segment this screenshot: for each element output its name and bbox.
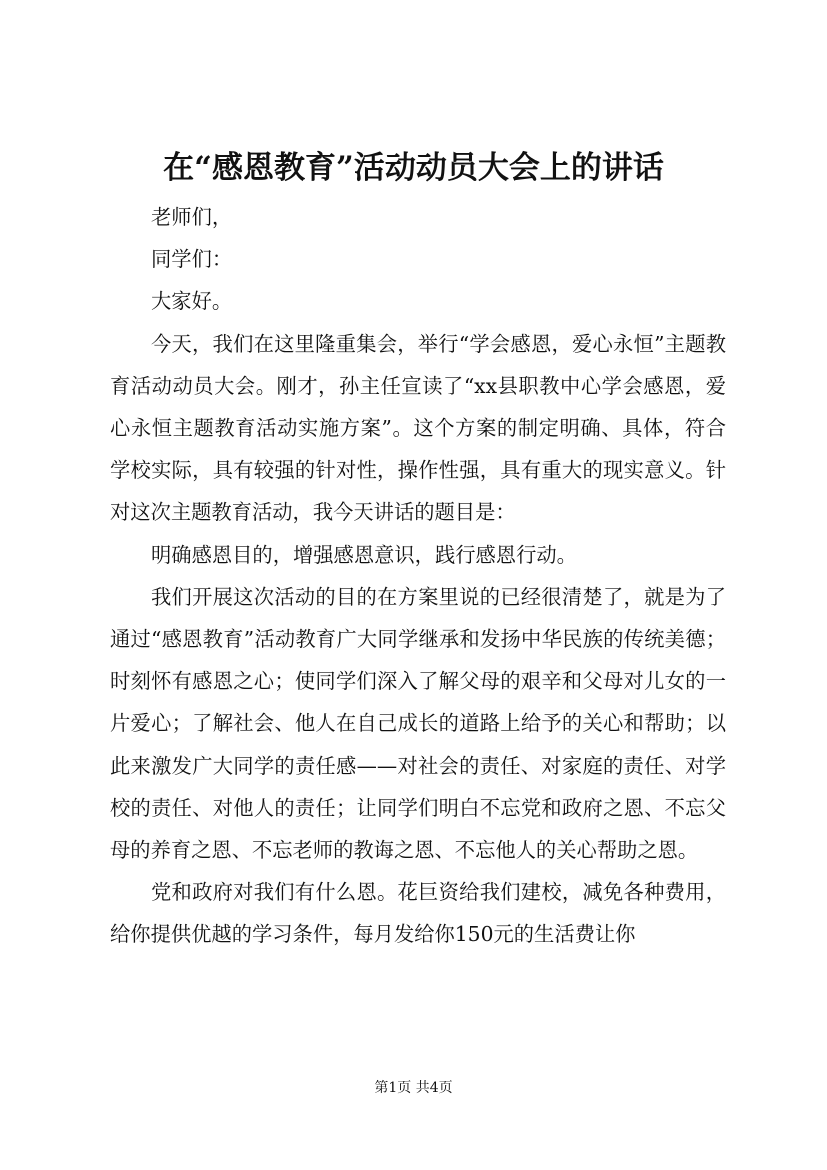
salutation-students: 同学们：: [151, 247, 233, 272]
paragraph-purpose: 我们开展这次活动的目的在方案里说的已经很清楚了，就是为了通过“感恩教育”活动教育广大同学继承和发扬中华民族的传统美德；时刻怀有感恩之心；使同学们深入了解父母的艰辛和父母对儿女的一片爱心；了解社会、他人在自己成长的道路上给予的关心和帮助；以此来激发广大同学的责任感——对社会的责任、对家庭的责任、对学校的责任、对他人的责任；让同学们明白不忘党和政府之恩、不忘父母的养育之恩、不忘老师的教诲之恩、不忘他人的关心帮助之恩。: [110, 584, 726, 863]
salutation-teachers: 老师们，: [151, 205, 233, 229]
document-body: [110, 196, 726, 956]
paragraph-intro: 今天，我们在这里隆重集会，举行“学会感恩，爱心永恒”主题教育活动动员大会。刚才，孙主任宣读了“xx县职教中心学会感恩，爱心永恒主题教育活动实施方案”。这个方案的制定明确、具体，符合学校实际，具有较强的针对性，操作性强，具有重大的现实意义。针对这次主题教育活动，我今天讲话的题目是：: [110, 331, 726, 525]
paragraph-party-government: 党和政府对我们有什么恩。花巨资给我们建校，减免各种费用，给你提供优越的学习条件，每月发给你150元的生活费让你: [110, 880, 726, 947]
page-number-footer: 第1页 共4页: [374, 1080, 453, 1096]
salutation-greeting: 大家好。: [151, 289, 233, 314]
document-title: 在“感恩教育”活动动员大会上的讲话: [163, 150, 664, 186]
paragraph-topic: 明确感恩目的，增强感恩意识，践行感恩行动。: [151, 542, 577, 567]
